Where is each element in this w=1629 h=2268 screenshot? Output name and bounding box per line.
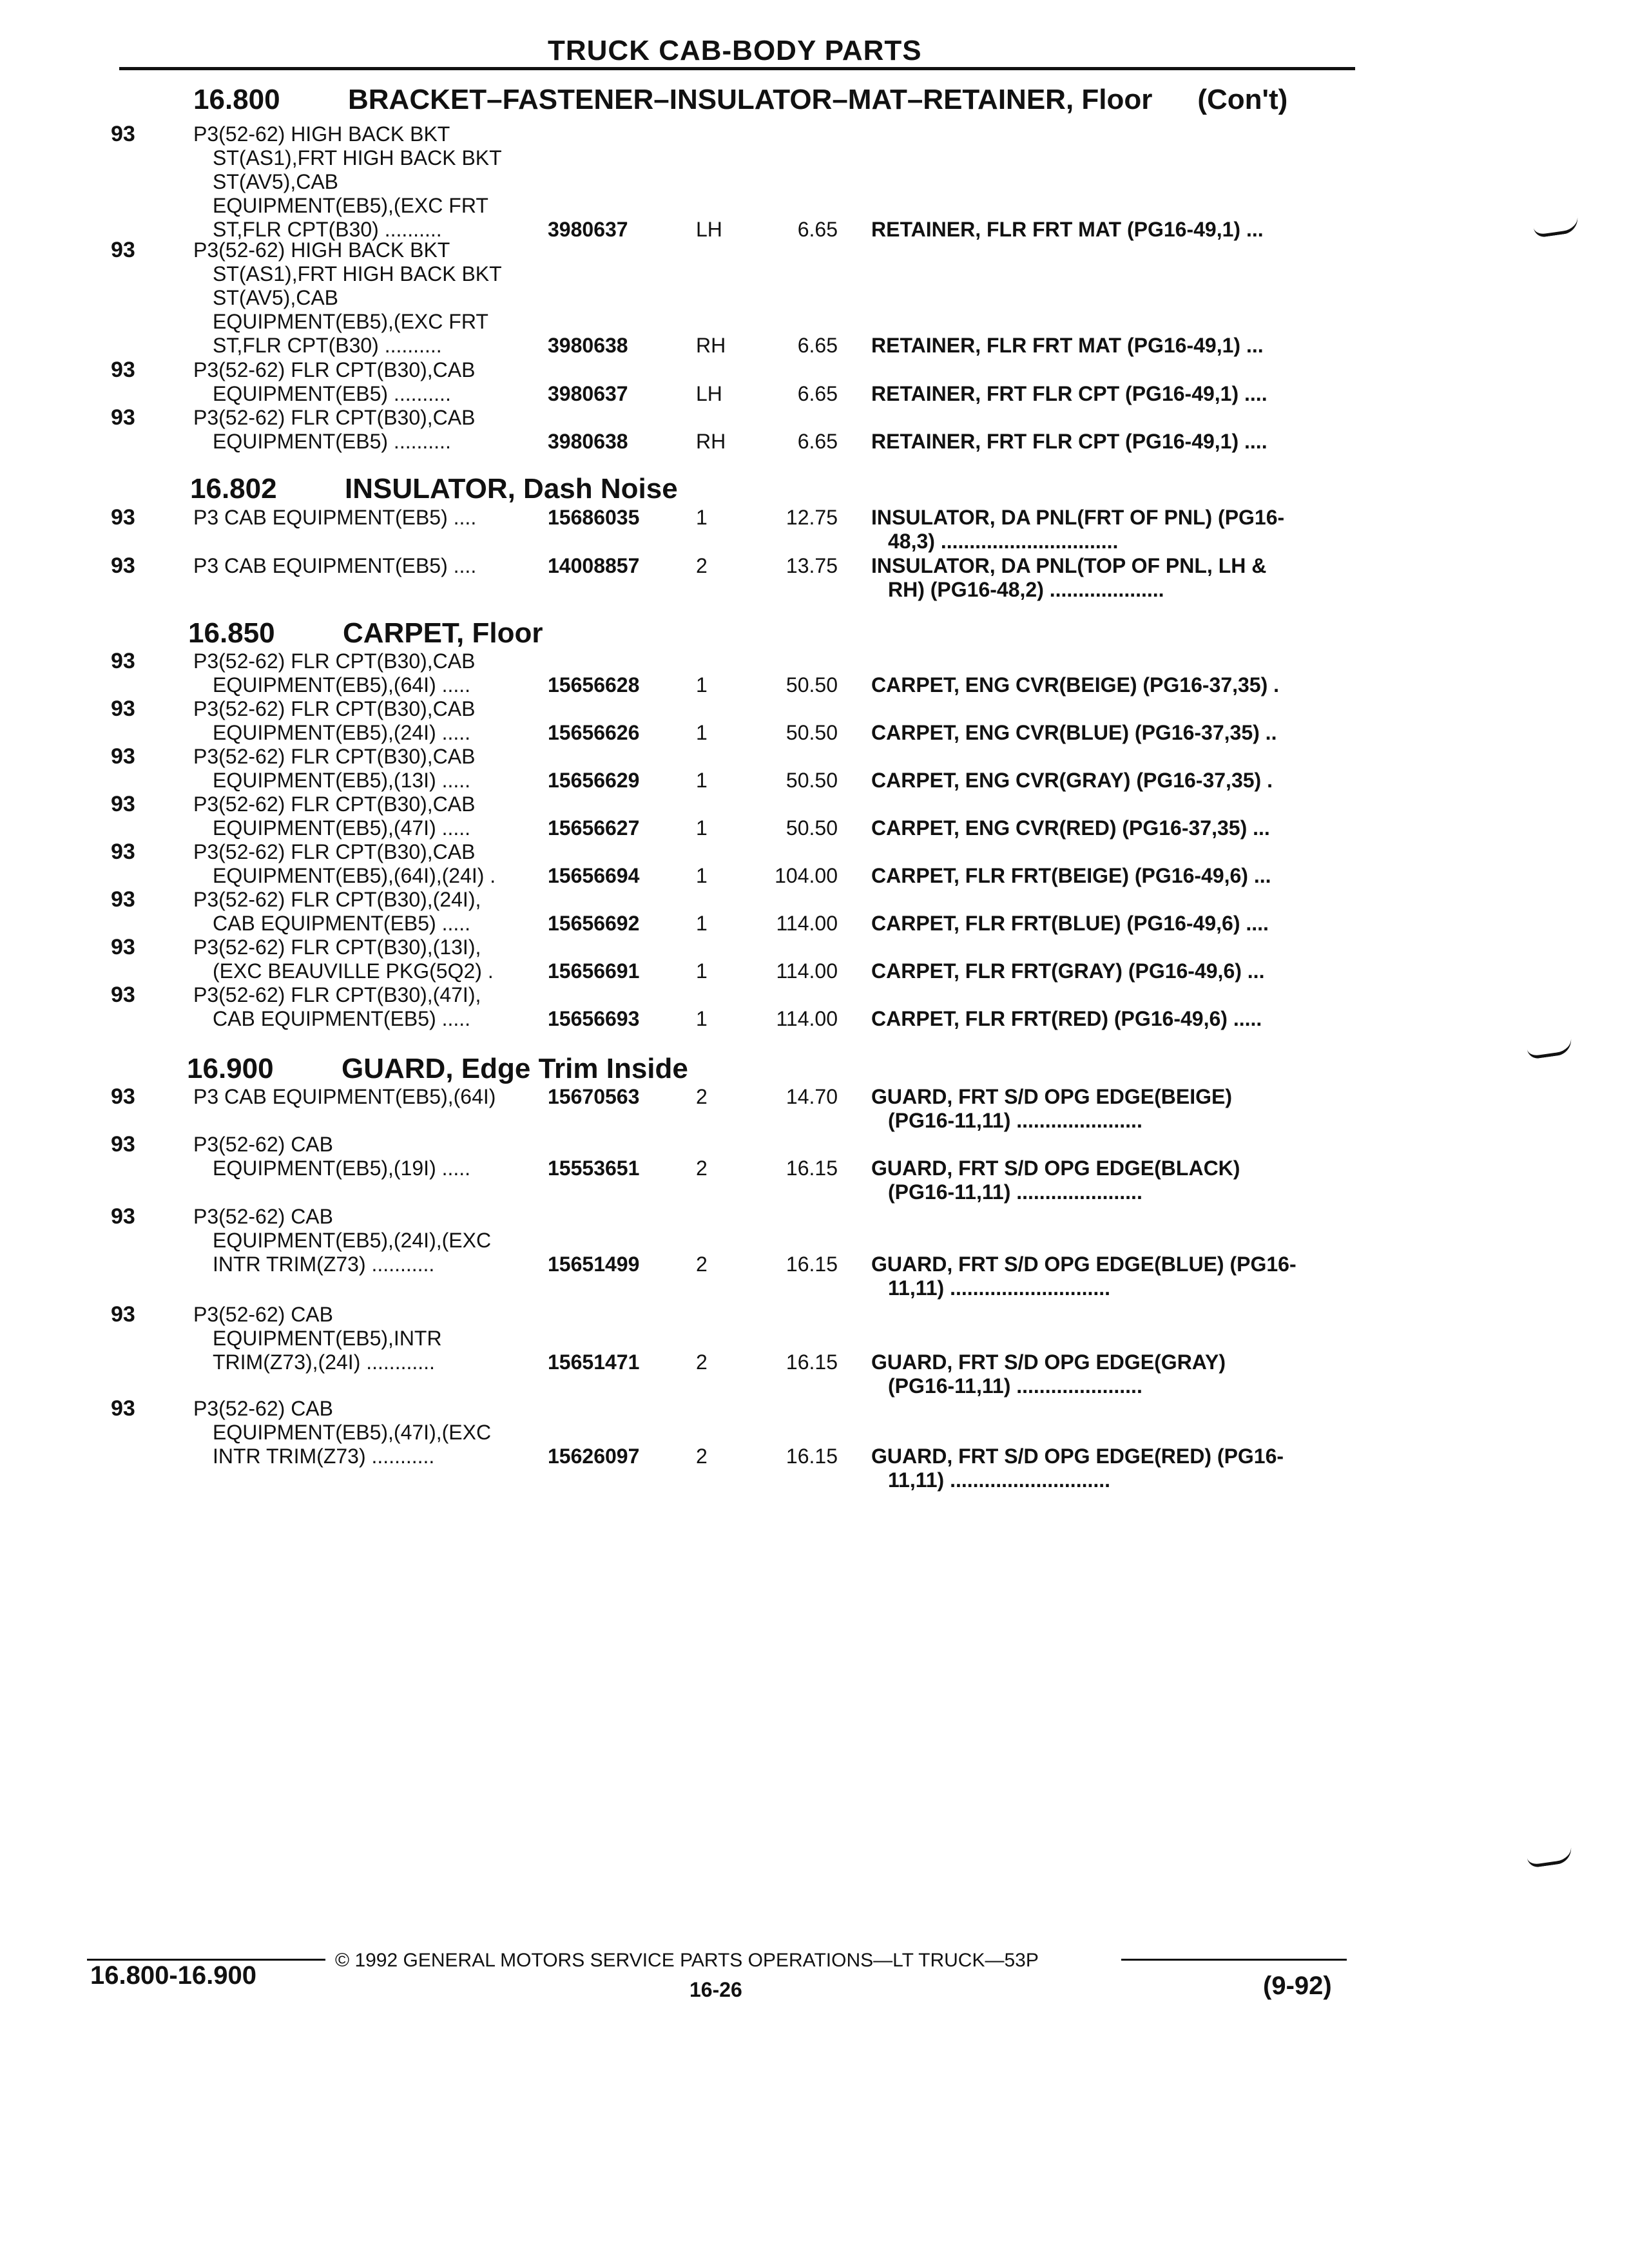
- part-number: 3980637: [548, 218, 628, 241]
- description-line: P3(52-62) CAB: [193, 1205, 333, 1228]
- application-description: [193, 697, 554, 745]
- description-line: P3(52-62) HIGH BACK BKT: [193, 238, 450, 262]
- description-line: EQUIPMENT(EB5),(EXC FRT: [213, 194, 488, 217]
- section-title: GUARD, Edge Trim Inside: [342, 1053, 688, 1084]
- description-line: ST(AS1),FRT HIGH BACK BKT: [213, 146, 502, 169]
- description-line: ST,FLR CPT(B30) ..........: [213, 218, 442, 241]
- description-line: EQUIPMENT(EB5),(64I),(24I) .: [213, 864, 496, 887]
- page-header-title: TRUCK CAB-BODY PARTS: [548, 35, 922, 66]
- part-number: 15656692: [548, 912, 640, 935]
- model-year: 93: [111, 649, 135, 673]
- price: 50.50: [786, 769, 838, 792]
- description-line: EQUIPMENT(EB5),(64I) .....: [213, 673, 471, 697]
- part-name: [871, 218, 1348, 242]
- part-name-line: (PG16-11,11) ......................: [888, 1374, 1142, 1398]
- part-name-line: RETAINER, FRT FLR CPT (PG16-49,1) ....: [871, 430, 1268, 453]
- description-line: (EXC BEAUVILLE PKG(5Q2) .: [213, 959, 494, 983]
- part-number: 15656628: [548, 673, 640, 697]
- description-line: ST,FLR CPT(B30) ..........: [213, 334, 442, 357]
- description-line: P3(52-62) FLR CPT(B30),(13I),: [193, 936, 481, 959]
- description-line: P3(52-62) FLR CPT(B30),(47I),: [193, 983, 481, 1006]
- part-name: [871, 1007, 1348, 1031]
- part-number: 15553651: [548, 1157, 640, 1180]
- part-number: 15670563: [548, 1085, 640, 1108]
- part-name: [871, 959, 1348, 983]
- quantity: 2: [696, 554, 708, 577]
- part-name: [871, 382, 1348, 406]
- description-line: P3(52-62) HIGH BACK BKT: [193, 122, 450, 146]
- price: 16.15: [786, 1253, 838, 1276]
- application-description: [193, 358, 554, 406]
- model-year: 93: [111, 405, 135, 430]
- part-name-line: 48,3) ...............................: [888, 530, 1119, 553]
- part-name: [871, 1157, 1348, 1204]
- price: 16.15: [786, 1350, 838, 1374]
- footer-rule-left: [87, 1959, 325, 1961]
- part-number: 15656627: [548, 816, 640, 840]
- part-name: [871, 1445, 1348, 1492]
- description-line: CAB EQUIPMENT(EB5) .....: [213, 912, 471, 935]
- part-name: [871, 1085, 1348, 1133]
- model-year: 93: [111, 935, 135, 959]
- part-name: [871, 673, 1348, 697]
- model-year: 93: [111, 697, 135, 721]
- price: 50.50: [786, 816, 838, 840]
- description-line: P3(52-62) FLR CPT(B30),CAB: [193, 745, 476, 768]
- part-name-line: GUARD, FRT S/D OPG EDGE(BLACK): [871, 1157, 1240, 1180]
- description-line: ST(AS1),FRT HIGH BACK BKT: [213, 262, 502, 285]
- part-name: [871, 554, 1348, 602]
- part-name: [871, 1350, 1348, 1398]
- description-line: INTR TRIM(Z73) ...........: [213, 1445, 435, 1468]
- application-description: [193, 936, 554, 983]
- footer-date: (9-92): [1263, 1972, 1332, 2000]
- description-line: EQUIPMENT(EB5),(13I) .....: [213, 769, 471, 792]
- part-name: [871, 334, 1348, 358]
- application-description: [193, 1303, 554, 1374]
- price: 13.75: [786, 554, 838, 577]
- price: 114.00: [776, 912, 838, 935]
- part-number: 15656694: [548, 864, 640, 887]
- section-number: 16.802: [190, 473, 277, 505]
- quantity: LH: [696, 382, 722, 405]
- application-description: [193, 554, 554, 578]
- scan-mark: [1527, 1846, 1574, 1868]
- quantity: 1: [696, 769, 708, 792]
- quantity: 2: [696, 1085, 708, 1108]
- application-description: [193, 745, 554, 793]
- description-line: P3(52-62) FLR CPT(B30),(24I),: [193, 888, 481, 911]
- footer-rule-right: [1121, 1959, 1347, 1961]
- part-name: [871, 864, 1348, 888]
- part-number: 15651471: [548, 1350, 640, 1374]
- part-name: [871, 506, 1348, 553]
- model-year: 93: [111, 1396, 135, 1421]
- quantity: 1: [696, 864, 708, 887]
- part-number: 15656626: [548, 721, 640, 744]
- model-year: 93: [111, 983, 135, 1007]
- description-line: P3(52-62) CAB: [193, 1397, 333, 1420]
- part-number: 3980638: [548, 334, 628, 357]
- model-year: 93: [111, 505, 135, 530]
- model-year: 93: [111, 238, 135, 262]
- description-line: EQUIPMENT(EB5),(24I) .....: [213, 721, 471, 744]
- price: 16.15: [786, 1445, 838, 1468]
- section-number: 16.800: [193, 84, 280, 115]
- part-number: 15651499: [548, 1253, 640, 1276]
- part-name: [871, 769, 1348, 793]
- quantity: 1: [696, 506, 708, 529]
- part-name-line: (PG16-11,11) ......................: [888, 1180, 1142, 1204]
- description-line: INTR TRIM(Z73) ...........: [213, 1253, 435, 1276]
- description-line: EQUIPMENT(EB5),INTR: [213, 1327, 442, 1350]
- quantity: 1: [696, 816, 708, 840]
- model-year: 93: [111, 358, 135, 382]
- application-description: [193, 122, 554, 242]
- part-name-line: CARPET, ENG CVR(BLUE) (PG16-37,35) ..: [871, 721, 1277, 744]
- quantity: 1: [696, 959, 708, 983]
- part-name-line: GUARD, FRT S/D OPG EDGE(BEIGE): [871, 1085, 1233, 1108]
- description-line: P3(52-62) CAB: [193, 1133, 333, 1156]
- description-line: P3(52-62) CAB: [193, 1303, 333, 1326]
- description-line: TRIM(Z73),(24I) ............: [213, 1350, 435, 1374]
- section-heading-16-802: [190, 473, 678, 505]
- scan-mark: [1533, 216, 1580, 238]
- part-name-line: CARPET, ENG CVR(BEIGE) (PG16-37,35) .: [871, 673, 1280, 697]
- quantity: LH: [696, 218, 722, 241]
- description-line: P3(52-62) FLR CPT(B30),CAB: [193, 840, 476, 863]
- model-year: 93: [111, 887, 135, 912]
- application-description: [193, 793, 554, 840]
- part-number: 15656691: [548, 959, 640, 983]
- quantity: 1: [696, 1007, 708, 1030]
- description-line: P3(52-62) FLR CPT(B30),CAB: [193, 406, 476, 429]
- application-description: [193, 1133, 554, 1180]
- description-line: EQUIPMENT(EB5),(EXC FRT: [213, 310, 488, 333]
- application-description: [193, 649, 554, 697]
- part-name-line: INSULATOR, DA PNL(FRT OF PNL) (PG16-: [871, 506, 1285, 529]
- model-year: 93: [111, 1302, 135, 1327]
- part-number: 15686035: [548, 506, 640, 529]
- part-name-line: RH) (PG16-48,2) ....................: [888, 578, 1164, 601]
- application-description: [193, 406, 554, 454]
- quantity: RH: [696, 430, 726, 453]
- application-description: [193, 1397, 554, 1468]
- quantity: 2: [696, 1157, 708, 1180]
- price: 114.00: [776, 959, 838, 983]
- price: 16.15: [786, 1157, 838, 1180]
- price: 14.70: [786, 1085, 838, 1108]
- part-name-line: RETAINER, FLR FRT MAT (PG16-49,1) ...: [871, 334, 1264, 357]
- description-line: EQUIPMENT(EB5),(47I),(EXC: [213, 1421, 492, 1444]
- part-name-line: CARPET, ENG CVR(GRAY) (PG16-37,35) .: [871, 769, 1273, 792]
- part-number: 3980638: [548, 430, 628, 453]
- part-name-line: 11,11) ............................: [888, 1276, 1111, 1300]
- footer-section-range: 16.800-16.900: [90, 1961, 257, 1990]
- model-year: 93: [111, 792, 135, 816]
- part-name-line: CARPET, ENG CVR(RED) (PG16-37,35) ...: [871, 816, 1270, 840]
- footer-copyright: © 1992 GENERAL MOTORS SERVICE PARTS OPERATIONS—LT TRUCK—53P: [335, 1950, 1039, 1971]
- part-name-line: CARPET, FLR FRT(RED) (PG16-49,6) .....: [871, 1007, 1262, 1030]
- description-line: EQUIPMENT(EB5),(24I),(EXC: [213, 1229, 492, 1252]
- model-year: 93: [111, 1132, 135, 1157]
- model-year: 93: [111, 1204, 135, 1229]
- part-name-line: RETAINER, FLR FRT MAT (PG16-49,1) ...: [871, 218, 1264, 241]
- part-name: [871, 912, 1348, 936]
- section-heading-16-850: [188, 617, 543, 649]
- part-name-line: GUARD, FRT S/D OPG EDGE(BLUE) (PG16-: [871, 1253, 1296, 1276]
- part-name-line: CARPET, FLR FRT(BEIGE) (PG16-49,6) ...: [871, 864, 1271, 887]
- price: 6.65: [797, 218, 838, 241]
- application-description: [193, 983, 554, 1031]
- part-number: 15656693: [548, 1007, 640, 1030]
- footer-page-number: 16-26: [689, 1978, 742, 2001]
- part-name-line: (PG16-11,11) ......................: [888, 1109, 1142, 1132]
- description-line: P3(52-62) FLR CPT(B30),CAB: [193, 697, 476, 720]
- description-line: EQUIPMENT(EB5) ..........: [213, 430, 451, 453]
- quantity: 2: [696, 1445, 708, 1468]
- part-name: [871, 816, 1348, 840]
- application-description: [193, 1085, 554, 1109]
- description-line: P3(52-62) FLR CPT(B30),CAB: [193, 358, 476, 381]
- quantity: 2: [696, 1350, 708, 1374]
- section-title: INSULATOR, Dash Noise: [345, 473, 678, 505]
- application-description: [193, 506, 554, 530]
- part-number: 15626097: [548, 1445, 640, 1468]
- description-line: ST(AV5),CAB: [213, 286, 338, 309]
- description-line: P3(52-62) FLR CPT(B30),CAB: [193, 793, 476, 816]
- description-line: CAB EQUIPMENT(EB5) .....: [213, 1007, 471, 1030]
- model-year: 93: [111, 744, 135, 769]
- part-name-line: CARPET, FLR FRT(GRAY) (PG16-49,6) ...: [871, 959, 1265, 983]
- quantity: 2: [696, 1253, 708, 1276]
- part-name-line: 11,11) ............................: [888, 1468, 1111, 1492]
- part-name-line: CARPET, FLR FRT(BLUE) (PG16-49,6) ....: [871, 912, 1269, 935]
- description-line: EQUIPMENT(EB5),(47I) .....: [213, 816, 471, 840]
- price: 104.00: [775, 864, 838, 887]
- application-description: [193, 840, 554, 888]
- description-line: ST(AV5),CAB: [213, 170, 338, 193]
- part-name-line: GUARD, FRT S/D OPG EDGE(RED) (PG16-: [871, 1445, 1284, 1468]
- section-continued-label: (Con't): [1197, 84, 1288, 115]
- section-title: CARPET, Floor: [343, 617, 543, 649]
- description-line: P3(52-62) FLR CPT(B30),CAB: [193, 649, 476, 673]
- model-year: 93: [111, 840, 135, 864]
- quantity: 1: [696, 721, 708, 744]
- section-title: BRACKET–FASTENER–INSULATOR–MAT–RETAINER, Floor: [348, 84, 1153, 115]
- price: 6.65: [797, 382, 838, 405]
- quantity: RH: [696, 334, 726, 357]
- application-description: [193, 1205, 554, 1276]
- quantity: 1: [696, 673, 708, 697]
- part-name: [871, 1253, 1348, 1300]
- part-name-line: INSULATOR, DA PNL(TOP OF PNL, LH &: [871, 554, 1267, 577]
- price: 114.00: [776, 1007, 838, 1030]
- part-number: 14008857: [548, 554, 640, 577]
- header-rule: [119, 67, 1355, 70]
- part-name-line: GUARD, FRT S/D OPG EDGE(GRAY): [871, 1350, 1226, 1374]
- part-name-line: RETAINER, FRT FLR CPT (PG16-49,1) ....: [871, 382, 1268, 405]
- section-heading-16-900: [187, 1053, 688, 1085]
- description-line: P3 CAB EQUIPMENT(EB5) ....: [193, 554, 477, 577]
- description-line: EQUIPMENT(EB5) ..........: [213, 382, 451, 405]
- quantity: 1: [696, 912, 708, 935]
- price: 6.65: [797, 334, 838, 357]
- price: 50.50: [786, 673, 838, 697]
- section-number: 16.900: [187, 1053, 274, 1084]
- description-line: EQUIPMENT(EB5),(19I) .....: [213, 1157, 471, 1180]
- part-name: [871, 430, 1348, 454]
- part-name: [871, 721, 1348, 745]
- description-line: P3 CAB EQUIPMENT(EB5) ....: [193, 506, 477, 529]
- part-number: 15656629: [548, 769, 640, 792]
- price: 12.75: [786, 506, 838, 529]
- model-year: 93: [111, 1084, 135, 1109]
- model-year: 93: [111, 122, 135, 146]
- description-line: P3 CAB EQUIPMENT(EB5),(64I): [193, 1085, 496, 1108]
- section-heading-16-800: [193, 84, 1287, 116]
- application-description: [193, 238, 554, 358]
- model-year: 93: [111, 553, 135, 578]
- scan-mark: [1527, 1037, 1574, 1059]
- section-number: 16.850: [188, 617, 275, 649]
- part-number: 3980637: [548, 382, 628, 405]
- application-description: [193, 888, 554, 936]
- price: 6.65: [797, 430, 838, 453]
- price: 50.50: [786, 721, 838, 744]
